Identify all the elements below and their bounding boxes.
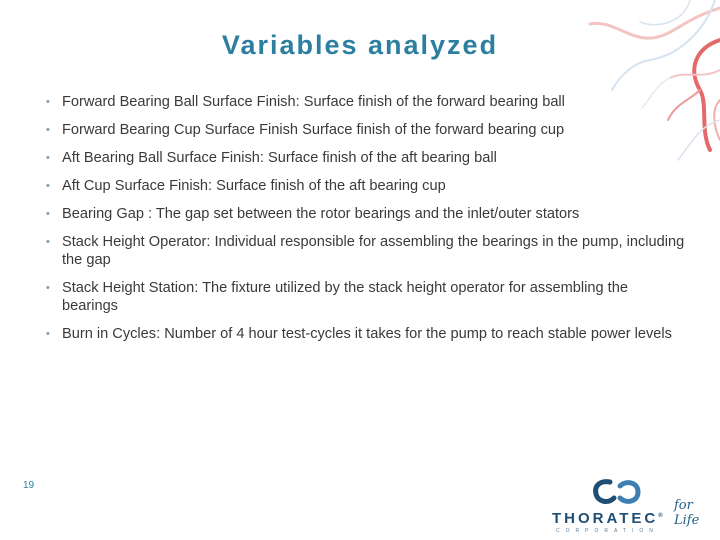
bullet-glyph: •	[46, 208, 50, 220]
bullet-item	[46, 325, 686, 343]
logo-tagline: for Life	[674, 498, 700, 528]
bullet-text: Forward Bearing Cup Surface Finish Surface finish of the forward bearing cup	[62, 122, 565, 138]
bullet-glyph: •	[46, 152, 50, 164]
bullet-glyph: •	[46, 124, 50, 136]
slide-title: Variables analyzed	[221, 30, 499, 60]
bullet-text: Bearing Gap : The gap set between the rotor bearings and the inlet/outer stators	[62, 206, 580, 222]
bullet-glyph: •	[46, 328, 50, 340]
bullet-text: Stack Height Operator: Individual responsible for assembling the bearings in the pump, including the gap	[62, 234, 685, 268]
bullet-glyph: •	[46, 96, 50, 108]
page-number: 19	[23, 480, 35, 491]
bullet-item	[46, 279, 686, 315]
logo-mark-icon	[588, 476, 648, 508]
bullet-item	[46, 93, 686, 111]
bullet-item	[46, 233, 686, 269]
bullet-item	[46, 149, 686, 167]
bullet-text: Aft Cup Surface Finish: Surface finish of the aft bearing cup	[62, 178, 446, 194]
bullet-text: Forward Bearing Ball Surface Finish: Surface finish of the forward bearing ball	[62, 94, 565, 110]
bullet-item	[46, 177, 686, 195]
bullet-list	[46, 93, 686, 353]
logo-subtitle: CORPORATION	[556, 528, 659, 534]
logo-wordmark: THORATEC®	[552, 510, 666, 527]
bullet-text: Aft Bearing Ball Surface Finish: Surface finish of the aft bearing ball	[62, 150, 497, 166]
bullet-text: Burn in Cycles: Number of 4 hour test-cycles it takes for the pump to reach stable power levels	[62, 326, 672, 342]
bullet-item	[46, 205, 686, 223]
bullet-glyph: •	[46, 282, 50, 294]
bullet-glyph: •	[46, 180, 50, 192]
bullet-glyph: •	[46, 236, 50, 248]
thoratec-logo	[552, 476, 712, 532]
bullet-text: Stack Height Station: The fixture utilized by the stack height operator for assembling the bearings	[62, 280, 628, 314]
bullet-item	[46, 121, 686, 139]
